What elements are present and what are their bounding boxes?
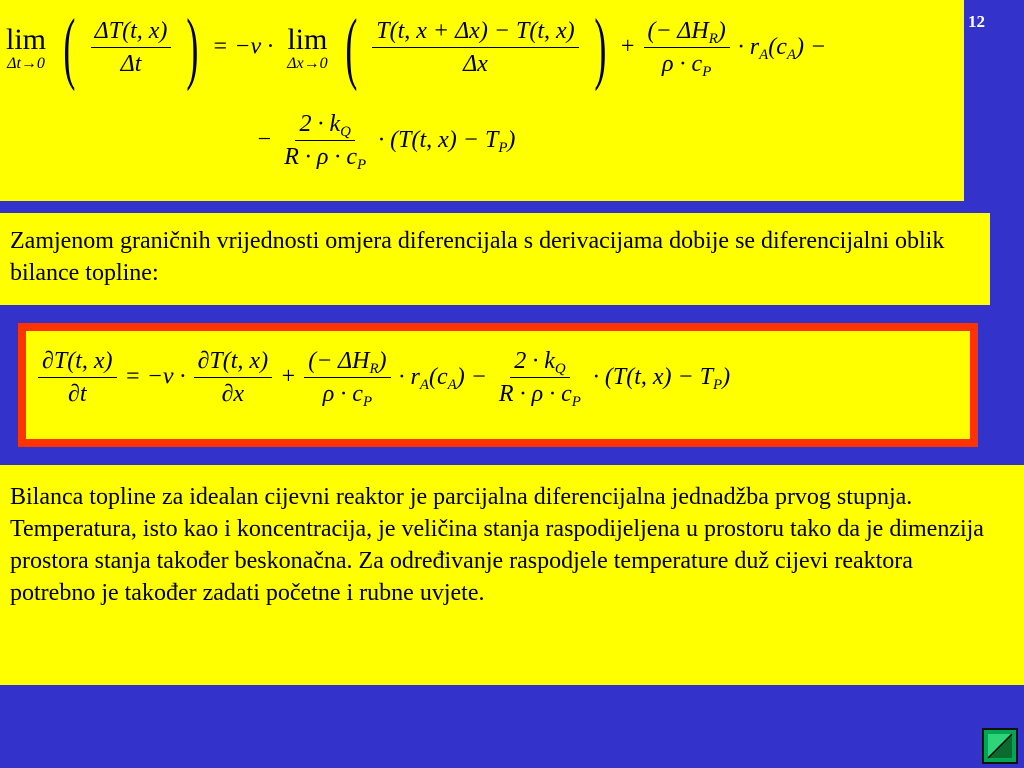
reaction-heat-fraction: $\frac{(- \Delta H_R)}{\rho \cdot c_P}$ [644,19,730,77]
pde-lhs-derivative: $\frac{\partial T(t, x)}{\partial t}$ [38,349,117,407]
pde-wall-temperature-term: · (T(t, $x) - T_P$) [592,363,731,393]
velocity-term: = −v · [212,33,274,60]
pde-convection-derivative: $\frac{\partial T(t, x)}{\partial x}$ [194,349,273,407]
lhs-difference-quotient: $\frac{\Delta T(t, x)}{\Delta t}$ [91,19,172,77]
wall-heat-fraction: $\frac{2 \cdot k_Q}{R \cdot \rho \cdot c_P}$ [284,111,367,174]
pde-velocity-term: = −v · [124,363,186,390]
wall-temperature-term: · (T(t, $x) - T_P$) [378,126,516,156]
body-text-panel [0,465,1024,685]
pde-wall-heat-fraction: $\frac{2 \cdot k_Q}{R \cdot \rho \cdot c_P}$ [498,348,581,411]
limit-equation-panel [0,0,964,201]
pde-reaction-heat-fraction: $\frac{(- \Delta H_R)}{\rho \cdot c_P}$ [304,349,390,407]
pde-reaction-rate-term: · $r_A(c_A)$ − [398,363,487,393]
return-arrow-icon[interactable] [982,728,1018,764]
reaction-rate-term: · $r_A(c_A)$ − [737,33,827,63]
intro-paragraph: Zamjenom graničnih vrijednosti omjera diferencijala s derivacijama dobije se diferencijalni oblik bilance topline: [10,228,945,286]
limit-operator-t: lim Δt→0 [6,22,47,72]
pde-equation: $\frac{\partial T(t, x)}{\partial t}$ = −v · $\frac{\partial T(t, x)}{\partial x}$ + $\frac{(- \Delta H_R)}{\rho \cdot c_P}$ · $r_A(c_A)$ − $\frac{2 \cdot k_Q}{R \cdot \rho \cdot c_P}$ · (T(t, $x) - T_P$) [36,349,730,407]
limit-equation-line-1: lim Δt→0 ( $\frac{\Delta T(t, x)}{\Delta t}$ ) = −v · lim Δx→0 ( $\frac{T(t, x + \Delta x) - T(t, x)}{\Delta x}$ ) + $\frac{(- \Delta H_R)}{\rho \cdot c_P}$ · $r_A(c_A)$ − [6,4,827,92]
spatial-difference-quotient: $\frac{T(t, x + \Delta x) - T(t, x)}{\Delta x}$ [372,19,578,77]
intro-text-panel [0,213,990,305]
limit-operator-x: lim Δx→0 [287,22,328,72]
pde-equation-panel [26,331,970,439]
pde-highlight-frame [18,323,978,447]
slide-number: 12 [968,12,985,31]
limit-equation-line-2: − $\frac{2 \cdot k_Q}{R \cdot \rho \cdot c_P}$ · (T(t, $x) - T_P$) [256,111,516,174]
body-paragraph: Bilanca topline za idealan cijevni reaktor je parcijalna diferencijalna jednadžba prvog stupnja. Temperatura, isto kao i koncentracija, je veličina stanja raspodijeljena u prostoru tako da je dimenzija prostora stanja također beskonačna. Za određivanje raspodjele temperature duž cijevi reaktora potrebno je također zadati početne i rubne uvjete. [10,484,984,606]
